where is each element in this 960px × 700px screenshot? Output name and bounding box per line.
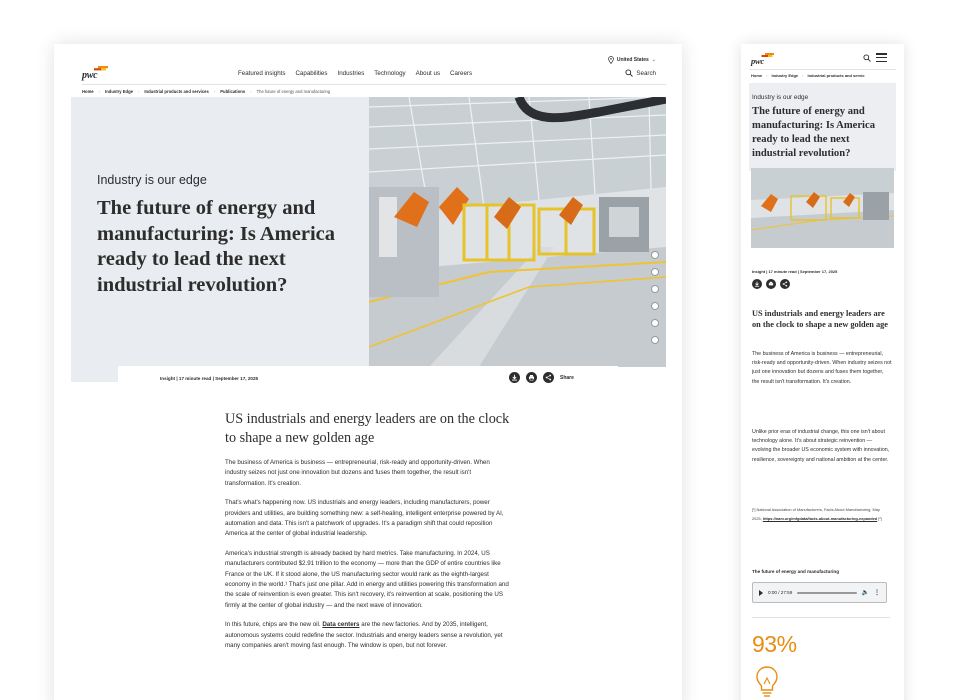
share-button[interactable] (780, 279, 790, 289)
share-icon (782, 281, 788, 287)
breadcrumb-industry-edge[interactable]: Industry Edge (105, 89, 133, 94)
footnote (752, 506, 890, 523)
locale-selector[interactable] (608, 56, 656, 64)
nav-industries[interactable]: Industries (337, 70, 365, 77)
stat-value: 93% (752, 631, 797, 657)
article-body (225, 410, 513, 661)
search-icon (863, 54, 871, 62)
download-button[interactable] (509, 372, 520, 383)
nav-about-us[interactable]: About us (415, 70, 441, 77)
paragraph-text: are the new factories. And by 2035, intelligent, autonomous systems could redefine the sector. Industrials and energy leaders sense a revolution, yet many companies aren't moving fast enough. The window is open, but not forever. (225, 621, 503, 650)
breadcrumb-home[interactable]: Home (82, 89, 94, 94)
download-button[interactable] (752, 279, 762, 289)
lightbulb-icon (753, 664, 781, 698)
download-icon (511, 374, 518, 381)
article-paragraph: The business of America is business — entrepreneurial, risk-ready and opportunity-driven. When industry seizes not just one innovation but dozens and fuses them together, the result isn't transformation. It's creation. (225, 459, 490, 487)
hamburger-menu-icon[interactable] (876, 53, 887, 62)
breadcrumb-separator: › (250, 89, 252, 94)
hero-eyebrow: Industry is our edge (752, 94, 809, 101)
print-button[interactable] (766, 279, 776, 289)
download-icon (754, 281, 760, 287)
section-dot[interactable] (652, 269, 658, 275)
section-divider (752, 617, 890, 618)
article-paragraph: The business of America is business — entrepreneurial, risk-ready and opportunity-driven. When industry seizes not just one innovation but dozens and fuses them together, the result isn't transformation. It's creation. (752, 351, 892, 385)
nav-capabilities[interactable]: Capabilities (295, 70, 328, 77)
breadcrumb-separator: › (213, 89, 216, 94)
chevron-down-icon: ⌄ (651, 57, 656, 63)
print-icon (768, 281, 774, 287)
breadcrumb-home[interactable]: Home (751, 73, 763, 78)
more-options-icon[interactable]: ⋮ (874, 590, 880, 596)
search-button[interactable] (625, 69, 656, 77)
hero-factory-image (369, 97, 666, 367)
article-heading: US industrials and energy leaders are on the clock to shape a new golden age (752, 309, 888, 329)
locale-label: United States (616, 57, 649, 63)
breadcrumb-industry-edge[interactable]: Industry Edge (771, 73, 799, 78)
nav-featured-insights[interactable]: Featured insights (238, 70, 286, 77)
hero-factory-image (751, 168, 894, 248)
share-button[interactable] (543, 372, 554, 383)
page-title: The future of energy and manufacturing: Is America ready to lead the next industrial revolution? (752, 106, 875, 159)
section-dot[interactable] (652, 303, 658, 309)
volume-icon[interactable]: 🔈 (861, 590, 869, 596)
article-actions (752, 279, 790, 289)
footnote-text: [¹] National Association of Manufacturers, Facts About Manufacturing, May 2025, (752, 507, 880, 521)
print-icon (528, 374, 535, 381)
search-icon (625, 69, 633, 77)
section-dots-nav (652, 252, 658, 343)
page-title: The future of energy and manufacturing: Is America ready to lead the next industrial revolution? (97, 197, 336, 296)
logo-text: pwc (82, 70, 98, 81)
pwc-logo[interactable] (751, 53, 775, 67)
article-paragraph (225, 620, 513, 651)
nav-divider (749, 69, 896, 70)
data-centers-link[interactable]: Data centers (322, 621, 360, 629)
audio-title: The future of energy and manufacturing (752, 569, 840, 574)
search-button[interactable] (863, 54, 871, 62)
audio-progress-track[interactable] (797, 592, 856, 594)
article-paragraph: Unlike prior eras of industrial change, this one isn't about technology alone. It's about strategic reinvention — evolving the broader US economic system with innovation, resilience, sovereignty and national ambition at the center. (752, 429, 890, 463)
paragraph-text: In this future, chips are the new oil. (225, 621, 323, 629)
breadcrumb-industrial-products[interactable]: Industrial products and services (144, 89, 209, 94)
nav-technology[interactable]: Technology (374, 70, 406, 77)
breadcrumb-separator: › (137, 89, 140, 94)
search-label: Search (636, 69, 656, 77)
article-heading: US industrials and energy leaders are on the clock to shape a new golden age (225, 411, 510, 446)
nav-careers[interactable]: Careers (450, 70, 473, 77)
breadcrumb-publications[interactable]: Publications (220, 89, 246, 94)
footnote-text: [²] (877, 515, 882, 521)
share-label[interactable]: Share (560, 374, 574, 381)
section-dot[interactable] (652, 252, 658, 258)
breadcrumb (751, 73, 865, 78)
logo-text: pwc (751, 56, 764, 66)
print-button[interactable] (526, 372, 537, 383)
breadcrumb-separator: › (98, 89, 101, 94)
article-paragraph: America's industrial strength is already backed by hard metrics. Take manufacturing. In 2024, US manufacturers contributed $2.91 trillion to the economy — more than the GDP of entire countries like France or the UK. If it stood alone, the US manufacturing sector would rank as the eighth-largest economy in the world.¹ That's just one pillar. Add in energy and utilities powering this transformation and the scale of reinvention is even greater. This isn't recovery, it's reinvention at scale, positioning the US firmly at the center of global industry — and the next wave of innovation. (225, 549, 509, 609)
share-icon (545, 374, 552, 381)
section-dot[interactable] (652, 320, 658, 326)
article-meta-bar (118, 366, 618, 390)
footnote-link[interactable]: https://nam.org/mfgdata/facts-about-manufacturing-expanded (762, 515, 878, 521)
breadcrumb-current: The future of energy and manufacturing (256, 89, 331, 94)
audio-player (752, 582, 887, 603)
nav-divider (82, 84, 666, 85)
article-meta: Insight | 17 minute read | September 17, 2025 (752, 269, 838, 274)
article-paragraph: That's what's happening now. US industrials and energy leaders, including manufacturers, power providers and utilities, are building something new: a self-healing, intelligent enterprise powered by AI, automation and data. This isn't a patchwork of upgrades. It's a paradigm shift that could reposition America at the center of global industrial leadership. (225, 499, 504, 538)
article-meta: Insight | 17 minute read | September 17, 2025 (160, 376, 259, 381)
mobile-preview (741, 44, 904, 700)
pwc-logo[interactable] (82, 66, 108, 80)
section-dot[interactable] (652, 337, 658, 343)
article-actions (509, 372, 574, 383)
section-dot[interactable] (652, 286, 658, 292)
desktop-preview (54, 44, 682, 700)
breadcrumb-industrial-products[interactable]: Industrial products and servic (807, 73, 865, 78)
audio-time: 0:00 / 27:59 (768, 590, 793, 595)
breadcrumb-separator: › (766, 73, 768, 78)
hero-eyebrow: Industry is our edge (97, 173, 207, 187)
main-nav (238, 70, 472, 77)
location-pin-icon (608, 56, 614, 64)
play-icon[interactable] (759, 590, 763, 596)
breadcrumb-separator: › (802, 73, 804, 78)
breadcrumb (82, 89, 330, 94)
